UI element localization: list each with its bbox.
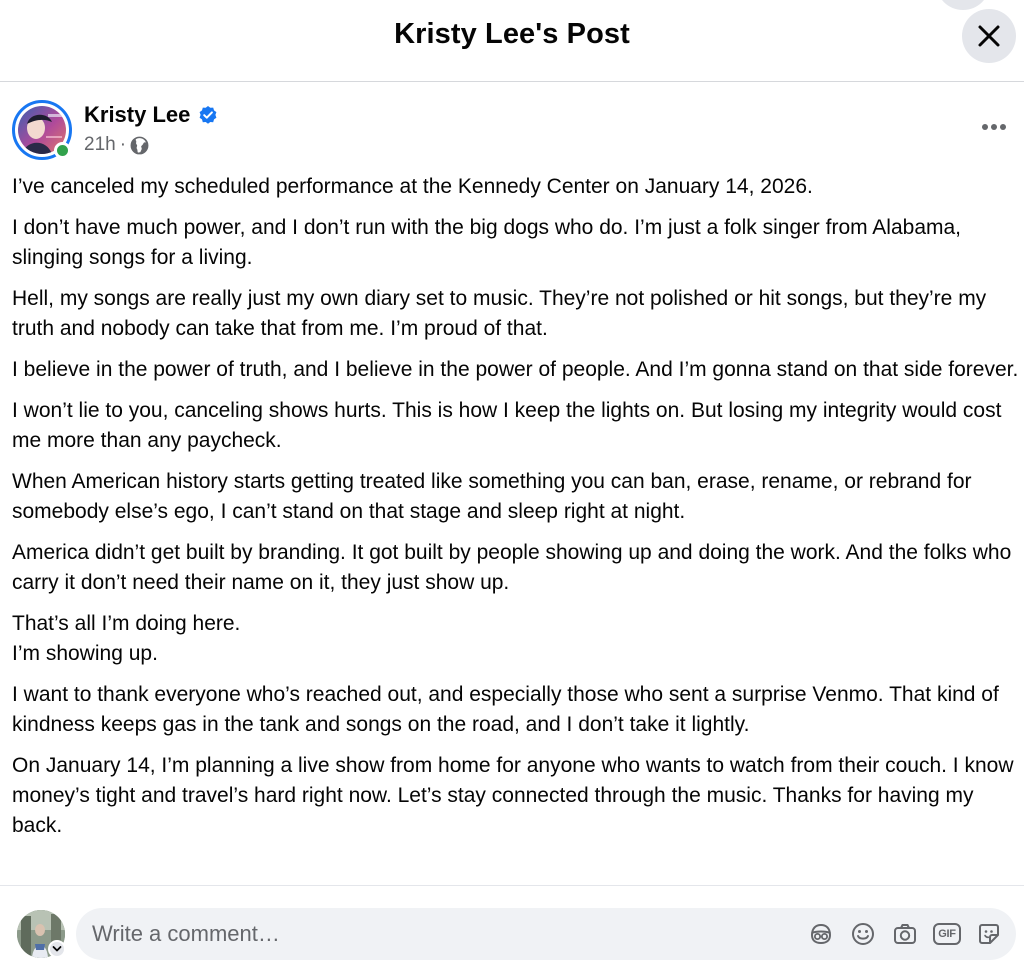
post-paragraph: Hell, my songs are really just my own diary set to music. They’re not polished or hit songs, but they’re my truth and nobody can take that from me. I’m proud of that. <box>12 287 987 340</box>
globe-icon[interactable] <box>130 136 149 155</box>
post-paragraph: America didn’t get built by branding. It got built by people showing up and doing the work. And the folks who carry it don’t need their name on it, they just show up. <box>12 541 1012 594</box>
post-paragraph: I believe in the power of truth, and I believe in the power of people. And I’m gonna stand on that side forever. <box>12 358 1019 381</box>
author-avatar[interactable] <box>12 100 72 160</box>
comment-composer <box>0 885 1024 963</box>
post-text <box>12 172 1022 852</box>
gif-label: GIF <box>938 928 956 940</box>
post-paragraph: When American history starts getting treated like something you can ban, erase, rename, or rebrand for somebody else’s ego, I can’t stand on that stage and sleep right at night. <box>12 470 972 523</box>
partial-header-button[interactable] <box>936 0 990 10</box>
avatar-sticker-icon[interactable] <box>808 921 834 947</box>
author-name[interactable]: Kristy Lee <box>84 102 191 127</box>
chevron-down-icon <box>52 945 62 953</box>
post-paragraph: That’s all I’m doing here. <box>12 612 241 635</box>
emoji-icon[interactable] <box>850 921 876 947</box>
post-timestamp[interactable]: 21h <box>84 134 116 155</box>
camera-icon[interactable] <box>892 921 918 947</box>
post-paragraph: I want to thank everyone who’s reached out, and especially those who sent a surprise Venmo. That kind of kindness keeps gas in the tank and songs on the road, and I don’t take it lightly. <box>12 683 999 736</box>
dialog-title: Kristy Lee's Post <box>394 18 630 50</box>
comment-input[interactable] <box>92 908 792 960</box>
online-status-dot <box>54 142 71 159</box>
close-button[interactable] <box>962 9 1016 63</box>
verified-badge-icon <box>198 105 218 125</box>
post-paragraph: I’ve canceled my scheduled performance at the Kennedy Center on January 14, 2026. <box>12 175 813 198</box>
post-paragraph: I’m showing up. <box>12 642 158 665</box>
post-dialog-header <box>0 0 1024 82</box>
post-paragraph: On January 14, I’m planning a live show from home for anyone who wants to watch from their couch. I know money’s tight and travel’s hard right now. Let’s stay connected through the music. Thanks for having my back. <box>12 754 1014 837</box>
post-meta <box>84 134 149 156</box>
post-paragraph: I won’t lie to you, canceling shows hurts. This is how I keep the lights on. But losing my integrity would cost me more than any paycheck. <box>12 399 1002 452</box>
sticker-icon[interactable] <box>976 921 1002 947</box>
close-icon <box>977 24 1001 48</box>
comment-box <box>76 908 1016 960</box>
gif-icon[interactable] <box>933 923 961 945</box>
meta-separator: · <box>119 134 127 155</box>
more-options-icon <box>981 123 1007 131</box>
profile-switcher-button[interactable] <box>48 940 66 958</box>
more-options-button[interactable] <box>976 112 1012 142</box>
post-paragraph: I don’t have much power, and I don’t run with the big dogs who do. I’m just a folk singer from Alabama, slinging songs for a living. <box>12 216 962 269</box>
